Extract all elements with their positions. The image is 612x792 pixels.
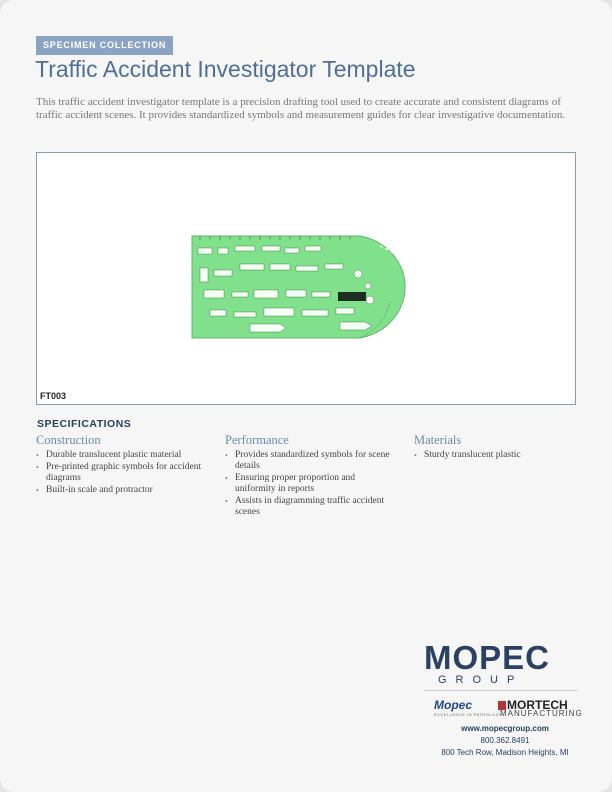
page-title: Traffic Accident Investigator Template [35, 56, 416, 82]
address: 800 Tech Row, Madison Heights, MI [441, 748, 569, 757]
mortech-brand-tagline: MANUFACTURING [500, 709, 583, 718]
mortech-brand-name: MORTECH [507, 698, 568, 712]
collection-tag: SPECIMEN COLLECTION [36, 36, 173, 55]
spec-column-construction [36, 433, 206, 497]
spec-item: • Provides standardized symbols for scene details [225, 450, 395, 472]
phone-number: 800.362.8491 [480, 736, 530, 745]
spec-item: • Assists in diagramming traffic accident scenes [225, 496, 395, 518]
green-drafting-template-icon [190, 234, 427, 340]
spec-item: • Durable translucent plastic material [36, 450, 206, 461]
product-description: This traffic accident investigator template is a precision drafting tool used to create accurate and consistent diagrams of traffic accident scenes. It provides standardized symbols and measurement guides for clear investigative documentation. [36, 96, 566, 121]
spec-column-performance [225, 433, 395, 519]
mopec-brand-tagline: EXCELLENCE IN PATHOLOGY [434, 712, 503, 717]
logo-divider [424, 690, 578, 691]
spec-item: • Pre-printed graphic symbols for accident diagrams [36, 462, 206, 484]
product-sku: FT003 [40, 391, 67, 401]
mopec-group-logo-sub: GROUP [438, 674, 524, 686]
spec-column-materials [414, 433, 584, 462]
spec-column-title: Performance [225, 433, 289, 447]
mopec-brand-logo: Mopec [434, 698, 473, 712]
mopec-group-logo: MOPEC [424, 639, 551, 676]
spec-column-title: Construction [36, 433, 101, 447]
spec-item: • Sturdy translucent plastic [414, 450, 584, 461]
specifications-heading: SPECIFICATIONS [37, 418, 132, 430]
spec-column-title: Materials [414, 433, 462, 447]
spec-item: • Ensuring proper proportion and uniformity in reports [225, 473, 395, 495]
spec-list [36, 450, 206, 496]
website-link[interactable]: www.mopecgroup.com [461, 724, 549, 733]
product-image-frame [36, 152, 576, 405]
spec-list [225, 450, 395, 518]
spec-list [414, 450, 584, 461]
spec-item: • Built-in scale and protractor [36, 485, 206, 496]
contact-block [430, 723, 580, 759]
